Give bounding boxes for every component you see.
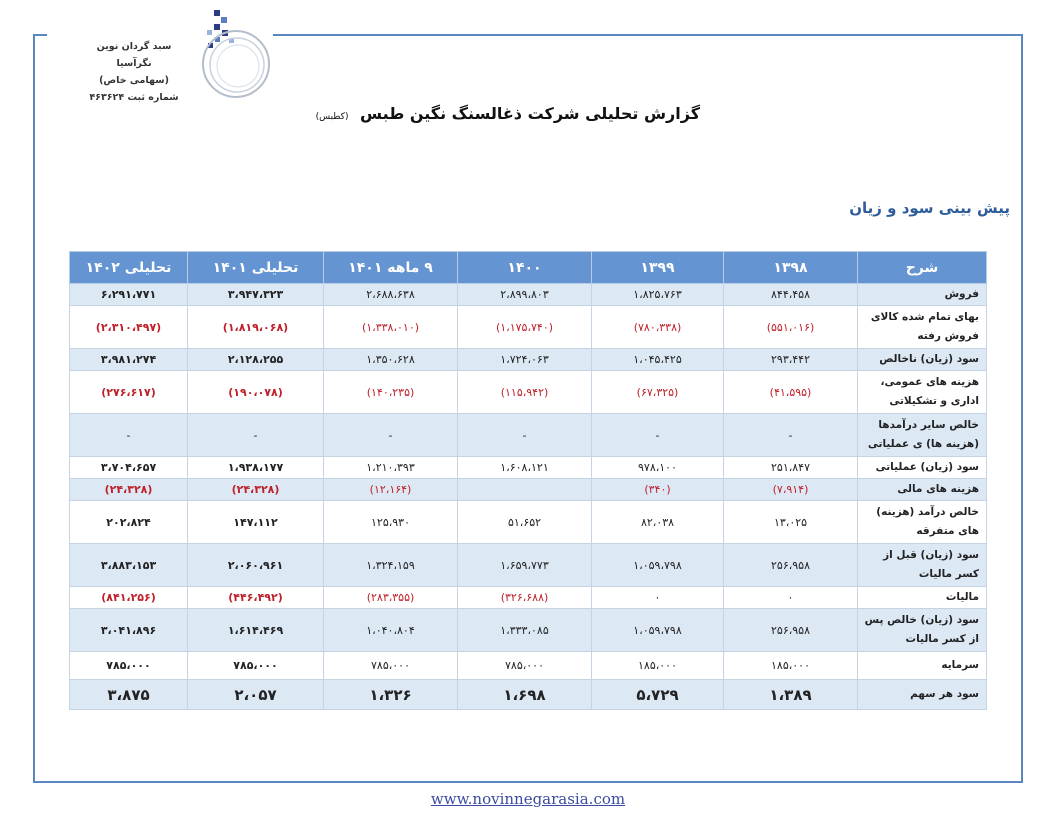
table-cell: ۱،۲۱۰،۳۹۳ [324,457,458,479]
row-label: سود (زیان) عملیاتی [858,457,987,479]
table-cell: ۷۸۵،۰۰۰ [70,652,188,680]
table-row-capital [70,652,987,680]
table-cell: - [324,414,458,457]
table-cell: (۲۸۳،۳۵۵) [324,587,458,609]
table-cell: ۳،۰۴۱،۸۹۶ [70,609,188,652]
table-cell: (۱،۸۱۹،۰۶۸) [188,306,324,349]
table-cell: - [724,414,858,457]
table-cell: ۱۳،۰۲۵ [724,501,858,544]
table-cell: (۳۲۶،۶۸۸) [458,587,592,609]
table-cell: ۷۸۵،۰۰۰ [458,652,592,680]
row-label: سود (زیان) خالص پس از کسر مالیات [858,609,987,652]
column-header: تحلیلی ۱۴۰۲ [70,252,188,284]
table-cell: ۱،۳۸۹ [724,680,858,710]
table-cell: (۸۴۱،۲۵۶) [70,587,188,609]
table-cell: ۱،۳۳۳،۰۸۵ [458,609,592,652]
table-cell: ۲،۰۵۷ [188,680,324,710]
table-cell: ۲،۰۶۰،۹۶۱ [188,544,324,587]
table-cell: ۳،۸۷۵ [70,680,188,710]
table-cell: ۵،۷۲۹ [592,680,724,710]
table-cell: ۸۴۴،۴۵۸ [724,284,858,306]
table-cell: ۲۹۳،۴۴۲ [724,349,858,371]
table-row-other-operating [70,414,987,457]
row-label: خالص سایر درآمدها (هزینه ها) ی عملیاتی [858,414,987,457]
table-cell: - [188,414,324,457]
table-cell: (۲،۳۱۰،۴۹۷) [70,306,188,349]
logo-text [80,38,188,106]
table-cell: (۶۷،۳۲۵) [592,371,724,414]
report-title-abbr: (کطبس) [315,112,349,122]
table-cell: ۰ [724,587,858,609]
row-label: فروش [858,284,987,306]
table-cell: ۷۸۵،۰۰۰ [188,652,324,680]
table-cell: ۱،۳۵۰،۶۲۸ [324,349,458,371]
logo-line-1: سبد گردان نوین نگرآسیا [96,41,172,69]
table-cell: ۲،۸۹۹،۸۰۳ [458,284,592,306]
profit-loss-table [69,251,987,710]
table-row-net-profit [70,609,987,652]
logo-line-2: (سهامی خاص) [99,75,169,86]
table-row-finance-costs [70,479,987,501]
row-label: سود هر سهم [858,680,987,710]
table-cell: ۱،۰۵۹،۷۹۸ [592,609,724,652]
table-cell: (۱۴۰،۲۳۵) [324,371,458,414]
table-cell: ۲۵۱،۸۴۷ [724,457,858,479]
column-header: ۱۳۹۸ [724,252,858,284]
footer [0,790,1056,808]
table-cell: ۲۰۲،۸۲۴ [70,501,188,544]
table-cell: ۱۲۵،۹۳۰ [324,501,458,544]
table-row-cogs [70,306,987,349]
frame-right [1021,34,1023,782]
table-cell: ۱،۶۱۴،۴۶۹ [188,609,324,652]
table-cell: (۲۴،۳۲۸) [188,479,324,501]
row-label: سود (زیان) ناخالص [858,349,987,371]
column-header: ۱۳۹۹ [592,252,724,284]
frame-left [33,34,35,782]
table-cell: ۱،۶۰۸،۱۲۱ [458,457,592,479]
logo-mark-icon [192,8,272,100]
row-label: سود (زیان) قبل از کسر مالیات [858,544,987,587]
column-header: شرح [858,252,987,284]
table-cell: - [458,414,592,457]
table-cell: ۹۷۸،۱۰۰ [592,457,724,479]
table-cell: (۱،۱۷۵،۷۴۰) [458,306,592,349]
table-cell: ۱،۰۴۵،۴۲۵ [592,349,724,371]
table-cell: ۸۲،۰۳۸ [592,501,724,544]
table-cell: (۳۴۰) [592,479,724,501]
table-cell: ۵۱،۶۵۲ [458,501,592,544]
table-row-admin-expenses [70,371,987,414]
row-label: مالیات [858,587,987,609]
table-cell: (۱۱۵،۹۴۲) [458,371,592,414]
table-row-sales [70,284,987,306]
company-logo [80,8,270,103]
table-cell: - [592,414,724,457]
table-cell: ۳،۹۴۷،۳۲۳ [188,284,324,306]
table-cell: ۱،۶۹۸ [458,680,592,710]
table-cell: ۳،۸۸۳،۱۵۳ [70,544,188,587]
table-row-profit-before-tax [70,544,987,587]
table-cell: (۴۱،۵۹۵) [724,371,858,414]
table-row-tax [70,587,987,609]
table-cell: ۱۸۵،۰۰۰ [724,652,858,680]
table-cell: ۶،۲۹۱،۷۷۱ [70,284,188,306]
table-cell: (۵۵۱،۰۱۶) [724,306,858,349]
report-title [300,104,700,123]
frame-top-left [33,34,47,36]
table-cell: ۲۵۶،۹۵۸ [724,544,858,587]
column-header: ۹ ماهه ۱۴۰۱ [324,252,458,284]
website-link[interactable]: www.novinnegarasia.com [430,790,626,808]
table-cell: (۷،۹۱۴) [724,479,858,501]
table-cell: (۱۹۰،۰۷۸) [188,371,324,414]
table-cell: ۱۴۷،۱۱۲ [188,501,324,544]
table-cell: ۱،۷۲۴،۰۶۳ [458,349,592,371]
table-row-operating-profit [70,457,987,479]
table-cell [458,479,592,501]
column-header: ۱۴۰۰ [458,252,592,284]
table-cell: (۷۸۰،۳۳۸) [592,306,724,349]
table-cell: ۱،۹۳۸،۱۷۷ [188,457,324,479]
report-title-main: گزارش تحلیلی شرکت ذغالسنگ نگین طبس [360,104,700,123]
row-label: سرمایه [858,652,987,680]
table-cell: (۲۷۶،۶۱۷) [70,371,188,414]
logo-line-3: شماره ثبت ۴۶۳۶۲۴ [89,92,179,103]
table-cell: (۱،۳۳۸،۰۱۰) [324,306,458,349]
table-cell: ۳،۹۸۱،۲۷۴ [70,349,188,371]
frame-top-right [273,34,1023,36]
table-row-eps [70,680,987,710]
table-cell: ۱،۰۵۹،۷۹۸ [592,544,724,587]
row-label: خالص درآمد (هزینه) های متفرقه [858,501,987,544]
table-cell: ۱،۶۵۹،۷۷۳ [458,544,592,587]
row-label: بهای تمام شده کالای فروش رفته [858,306,987,349]
table-header-row [70,252,987,284]
table-cell: - [70,414,188,457]
table-cell: (۲۴،۳۲۸) [70,479,188,501]
table-cell: ۲،۶۸۸،۶۳۸ [324,284,458,306]
table-cell: (۱۲،۱۶۴) [324,479,458,501]
frame-bottom [33,781,1023,783]
section-title: پیش بینی سود و زیان [849,199,1010,217]
table-cell: ۱،۸۲۵،۷۶۳ [592,284,724,306]
table-cell: ۷۸۵،۰۰۰ [324,652,458,680]
table-cell: ۲،۱۲۸،۲۵۵ [188,349,324,371]
table-cell: ۰ [592,587,724,609]
table-cell: ۱،۳۲۴،۱۵۹ [324,544,458,587]
table-cell: ۱۸۵،۰۰۰ [592,652,724,680]
row-label: هزینه های عمومی، اداری و تشکیلاتی [858,371,987,414]
table-cell: ۱،۰۴۰،۸۰۴ [324,609,458,652]
table-cell: ۳،۷۰۴،۶۵۷ [70,457,188,479]
table-cell: (۴۴۶،۴۹۲) [188,587,324,609]
table-row-other-income [70,501,987,544]
table-cell: ۲۵۶،۹۵۸ [724,609,858,652]
column-header: تحلیلی ۱۴۰۱ [188,252,324,284]
table-row-gross-profit [70,349,987,371]
row-label: هزینه های مالی [858,479,987,501]
table-cell: ۱،۳۲۶ [324,680,458,710]
